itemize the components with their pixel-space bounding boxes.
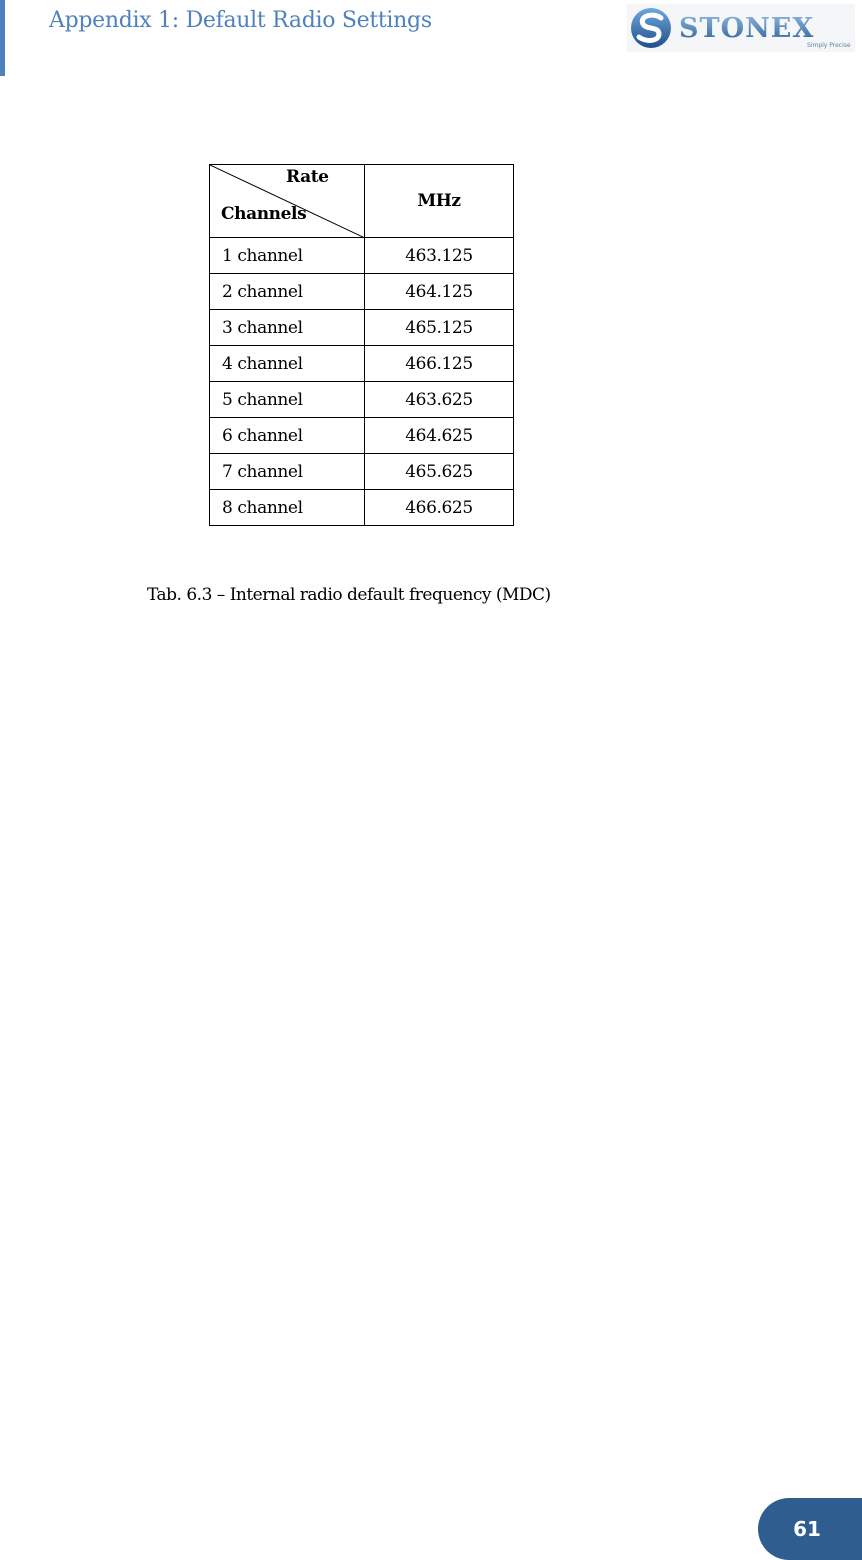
page-header-title: Appendix 1: Default Radio Settings [49,8,432,33]
frequency-table [209,164,514,526]
corner-label-channels: Channels [221,204,307,224]
table-row [210,490,514,526]
frequency-cell: 465.625 [365,454,514,490]
column-header-mhz: MHz [365,165,514,238]
table-row [210,274,514,310]
frequency-cell: 463.125 [365,238,514,274]
page-number-badge [758,1498,862,1560]
table-row [210,418,514,454]
table-row [210,454,514,490]
channel-cell: 5 channel [210,382,365,418]
channel-cell: 7 channel [210,454,365,490]
stonex-logo-mark [627,4,855,52]
header-accent-bar [0,0,5,76]
corner-label-rate: Rate [286,167,329,187]
table-caption: Tab. 6.3 – Internal radio default frequency (MDC) [147,585,551,605]
channel-cell: 6 channel [210,418,365,454]
frequency-cell: 466.125 [365,346,514,382]
logo-tagline: Simply Precise [807,42,851,49]
frequency-cell: 464.125 [365,274,514,310]
logo-wordmark: STONEX [679,13,815,44]
table-corner-cell [210,165,365,238]
channel-cell: 4 channel [210,346,365,382]
table-row [210,382,514,418]
table-row [210,346,514,382]
frequency-cell: 464.625 [365,418,514,454]
frequency-cell: 466.625 [365,490,514,526]
table-row [210,238,514,274]
channel-cell: 8 channel [210,490,365,526]
frequency-cell: 463.625 [365,382,514,418]
table-header-row [210,165,514,238]
channel-cell: 1 channel [210,238,365,274]
stonex-logo [627,4,855,52]
frequency-cell: 465.125 [365,310,514,346]
channel-cell: 3 channel [210,310,365,346]
table-row [210,310,514,346]
page-number: 61 [793,1517,821,1541]
channel-cell: 2 channel [210,274,365,310]
